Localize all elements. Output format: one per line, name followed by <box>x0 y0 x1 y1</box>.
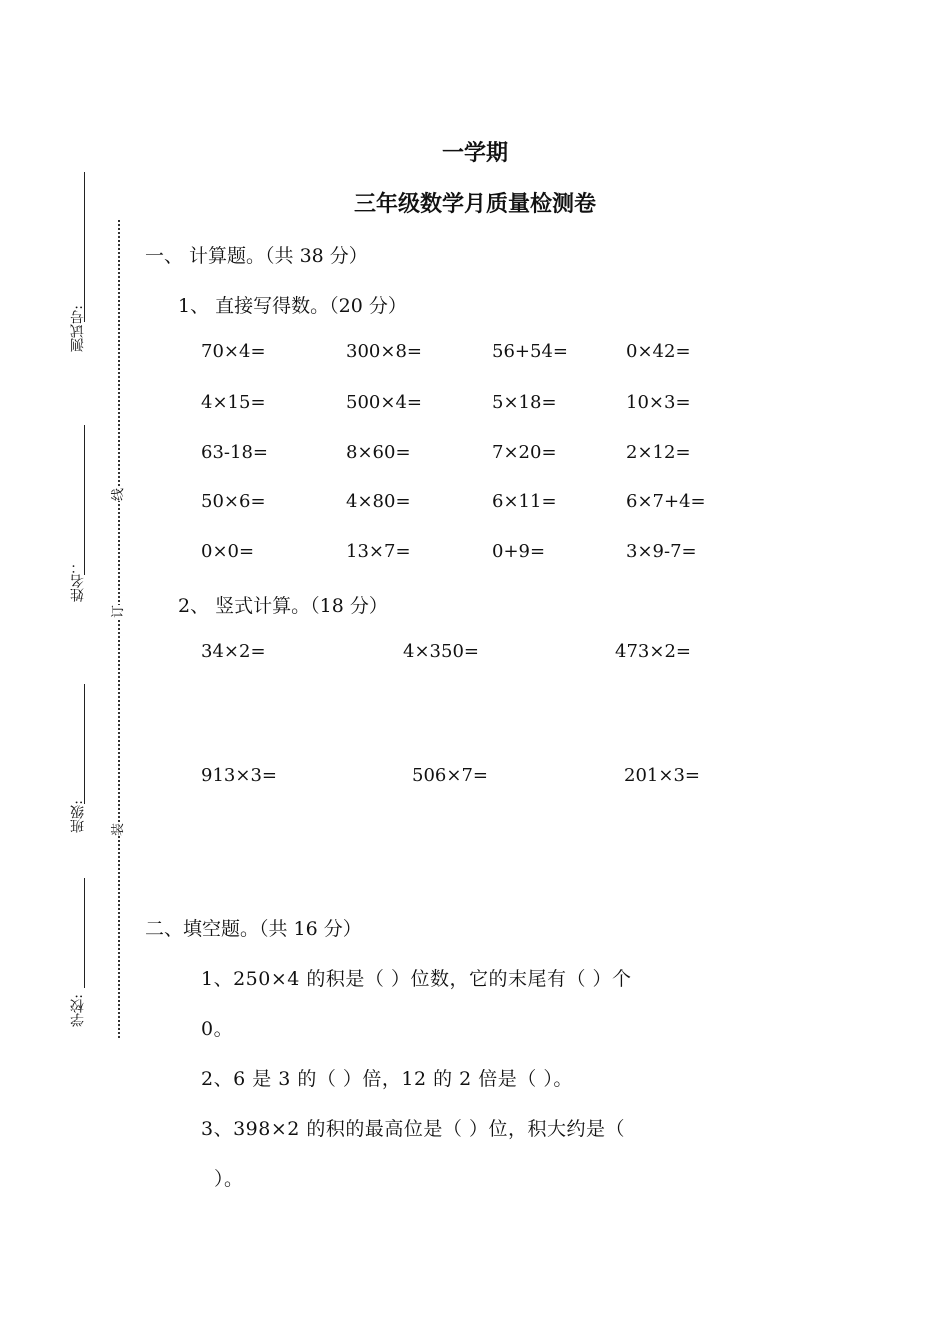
problem: 0+9= <box>492 541 546 562</box>
problem: 0×42= <box>626 341 691 362</box>
problem: 56+54= <box>492 341 568 362</box>
problem: 7×20= <box>492 442 557 463</box>
field-label-school: 学校: <box>70 994 86 1027</box>
field-line-test-number <box>84 172 85 322</box>
fill-blank-item: 3、398×2 的积的最高位是（ ）位，积大约是（ <box>201 1118 625 1140</box>
binding-dotted-line <box>118 220 120 1038</box>
fill-blank-item: 2、6 是 3 的（ ）倍，12 的 2 倍是（ ）。 <box>201 1068 573 1090</box>
problem: 300×8= <box>346 341 422 362</box>
problem: 201×3= <box>624 765 700 786</box>
exam-term: 一学期 <box>441 140 508 166</box>
field-line-name <box>84 425 85 575</box>
binding-char-zhuang: 装 <box>107 823 126 836</box>
problem: 8×60= <box>346 442 411 463</box>
field-label-class: 班级: <box>70 800 86 833</box>
field-label-test-number: 测试号: <box>70 305 86 352</box>
problem: 63-18= <box>201 442 268 463</box>
problem: 6×7+4= <box>626 491 706 512</box>
fill-blank-item: ）。 <box>214 1168 244 1190</box>
problem: 4×80= <box>346 491 411 512</box>
binding-char-ding: 订 <box>107 605 126 618</box>
problem: 6×11= <box>492 491 557 512</box>
section1-part2-heading: 2、 竖式计算。（18 分） <box>178 595 388 617</box>
fill-blank-item: 1、250×4 的积是（ ）位数，它的末尾有（ ）个 <box>201 968 632 990</box>
fill-blank-item: 0。 <box>201 1018 234 1040</box>
problem: 500×4= <box>346 392 422 413</box>
problem: 5×18= <box>492 392 557 413</box>
problem: 913×3= <box>201 765 277 786</box>
problem: 4×350= <box>403 641 479 662</box>
field-label-name: 姓名： <box>70 560 86 602</box>
problem: 50×6= <box>201 491 266 512</box>
problem: 34×2= <box>201 641 266 662</box>
section1-heading: 一、 计算题。（共 38 分） <box>145 245 368 267</box>
field-line-school <box>84 878 85 988</box>
problem: 506×7= <box>412 765 488 786</box>
problem: 3×9-7= <box>626 541 697 562</box>
problem: 4×15= <box>201 392 266 413</box>
section2-heading: 二、填空题。（共 16 分） <box>145 918 362 940</box>
problem: 13×7= <box>346 541 411 562</box>
section1-part1-heading: 1、 直接写得数。（20 分） <box>178 295 407 317</box>
binding-char-xian: 线 <box>107 488 126 501</box>
field-line-class <box>84 684 85 804</box>
problem: 0×0= <box>201 541 255 562</box>
problem: 473×2= <box>615 641 691 662</box>
problem: 2×12= <box>626 442 691 463</box>
problem: 70×4= <box>201 341 266 362</box>
exam-title: 三年级数学月质量检测卷 <box>353 191 596 217</box>
problem: 10×3= <box>626 392 691 413</box>
